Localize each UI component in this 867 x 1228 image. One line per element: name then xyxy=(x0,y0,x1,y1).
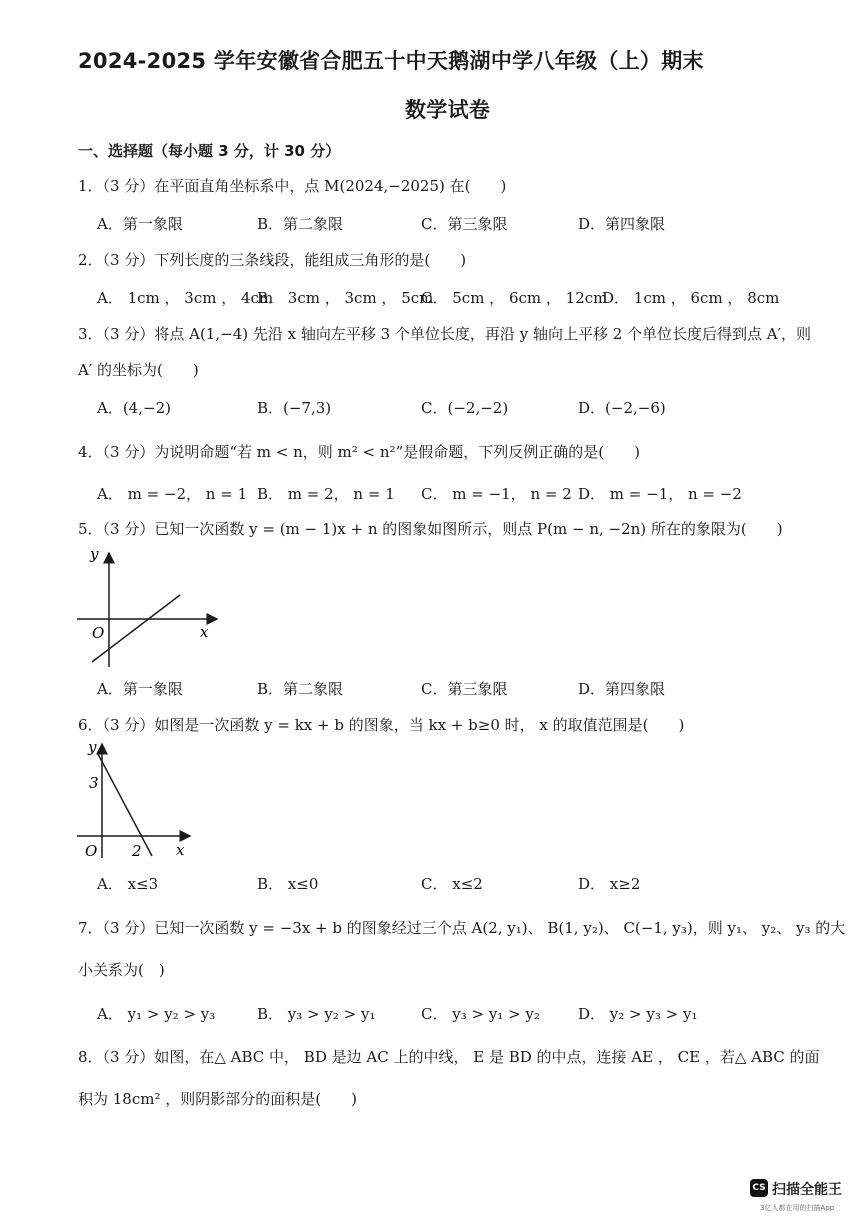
question-5-stem: 5．（3 分）已知一次函数 y = (m − 1)x + n 的图象如图所示，则点 P(m − n, −2n) 所在的象限为( ) xyxy=(78,520,783,538)
x-intercept-label: 2 xyxy=(132,842,142,860)
question-6-stem: 6．（3 分）如图是一次函数 y = kx + b 的图象，当 kx + b≥0 时， x 的取值范围是( ) xyxy=(78,716,685,734)
question-7-option-b: B． y₃ > y₂ > y₁ xyxy=(257,1005,376,1023)
question-2-stem: 2．（3 分）下列长度的三条线段，能组成三角形的是( ) xyxy=(78,251,467,269)
y-intercept-label: 3 xyxy=(89,774,99,792)
scanner-logo-icon: CS xyxy=(750,1179,768,1197)
question-5-option-a: A．第一象限 xyxy=(97,680,183,698)
question-6-option-b: B． x≤0 xyxy=(257,875,319,893)
question-2-option-b: B． 3cm ， 3cm ， 5cm xyxy=(257,289,434,307)
question-2-option-d: D． 1cm ， 6cm ， 8cm xyxy=(602,289,780,307)
question-1-stem: 1．（3 分）在平面直角坐标系中，点 M(2024,−2025) 在( ) xyxy=(78,177,507,195)
x-axis-label: x xyxy=(176,841,185,859)
question-7-option-d: D． y₂ > y₃ > y₁ xyxy=(578,1005,698,1023)
question-4-option-c: C． m = −1， n = 2 xyxy=(421,485,572,503)
question-5-option-b: B．第二象限 xyxy=(257,680,344,698)
question-1-option-a: A．第一象限 xyxy=(97,215,183,233)
question-2-option-c: C． 5cm ， 6cm ， 12cm xyxy=(421,289,608,307)
question-5-option-c: C．第三象限 xyxy=(421,680,508,698)
y-axis-label: y xyxy=(88,738,97,756)
section-heading: 一、选择题（每小题 3 分，计 30 分） xyxy=(78,142,341,160)
question-3-stem-line1: 3．（3 分）将点 A(1,−4) 先沿 x 轴向左平移 3 个单位长度，再沿 y 轴向上平移 2 个单位长度后得到点 A′，则 xyxy=(78,325,812,343)
question-7-option-c: C． y₃ > y₁ > y₂ xyxy=(421,1005,540,1023)
question-2-option-a: A． 1cm ， 3cm ， 4cm xyxy=(97,289,274,307)
question-1-option-b: B．第二象限 xyxy=(257,215,344,233)
function-line xyxy=(92,595,180,662)
page-subtitle: 数学试卷 xyxy=(405,98,491,122)
question-6-graph xyxy=(72,738,197,863)
question-7-stem-line2: 小关系为( ) xyxy=(78,961,165,979)
question-1-option-d: D．第四象限 xyxy=(578,215,666,233)
x-axis-label: x xyxy=(200,623,209,641)
question-4-option-a: A． m = −2， n = 1 xyxy=(97,485,248,503)
page-title: 2024-2025 学年安徽省合肥五十中天鹅湖中学八年级（上）期末 xyxy=(78,49,704,73)
question-1-option-c: C．第三象限 xyxy=(421,215,508,233)
scanner-app-name: 扫描全能王 xyxy=(772,1182,842,1198)
function-line xyxy=(98,754,152,856)
question-3-option-a: A．(4,−2) xyxy=(97,399,171,417)
question-6-option-c: C． x≤2 xyxy=(421,875,483,893)
y-axis-label: y xyxy=(90,545,99,563)
question-4-option-d: D． m = −1， n = −2 xyxy=(578,485,742,503)
question-5-graph xyxy=(72,545,222,670)
question-4-option-b: B． m = 2， n = 1 xyxy=(257,485,395,503)
question-5-option-d: D．第四象限 xyxy=(578,680,666,698)
scanner-tagline: 3亿人都在用的扫描App xyxy=(760,1204,835,1212)
question-3-option-d: D．(−2,−6) xyxy=(578,399,666,417)
question-4-stem: 4．（3 分）为说明命题“若 m < n，则 m² < n²”是假命题，下列反例正确的是( ) xyxy=(78,443,640,461)
question-6-option-a: A． x≤3 xyxy=(97,875,159,893)
question-3-option-c: C．(−2,−2) xyxy=(421,399,509,417)
question-8-stem-line2: 积为 18cm² ，则阴影部分的面积是( ) xyxy=(78,1090,357,1108)
question-7-option-a: A． y₁ > y₂ > y₃ xyxy=(97,1005,216,1023)
origin-label: O xyxy=(85,842,98,860)
question-7-stem-line1: 7．（3 分）已知一次函数 y = −3x + b 的图象经过三个点 A(2, y₁)、 B(1, y₂)、 C(−1, y₃)，则 y₁、 y₂、 y₃ 的大 xyxy=(78,919,846,937)
question-3-stem-line2: A′ 的坐标为( ) xyxy=(78,361,199,379)
question-3-option-b: B．(−7,3) xyxy=(257,399,332,417)
question-8-stem-line1: 8．（3 分）如图，在△ ABC 中， BD 是边 AC 上的中线， E 是 BD 的中点，连接 AE ， CE ，若△ ABC 的面 xyxy=(78,1048,820,1066)
question-6-option-d: D． x≥2 xyxy=(578,875,641,893)
origin-label: O xyxy=(92,624,105,642)
